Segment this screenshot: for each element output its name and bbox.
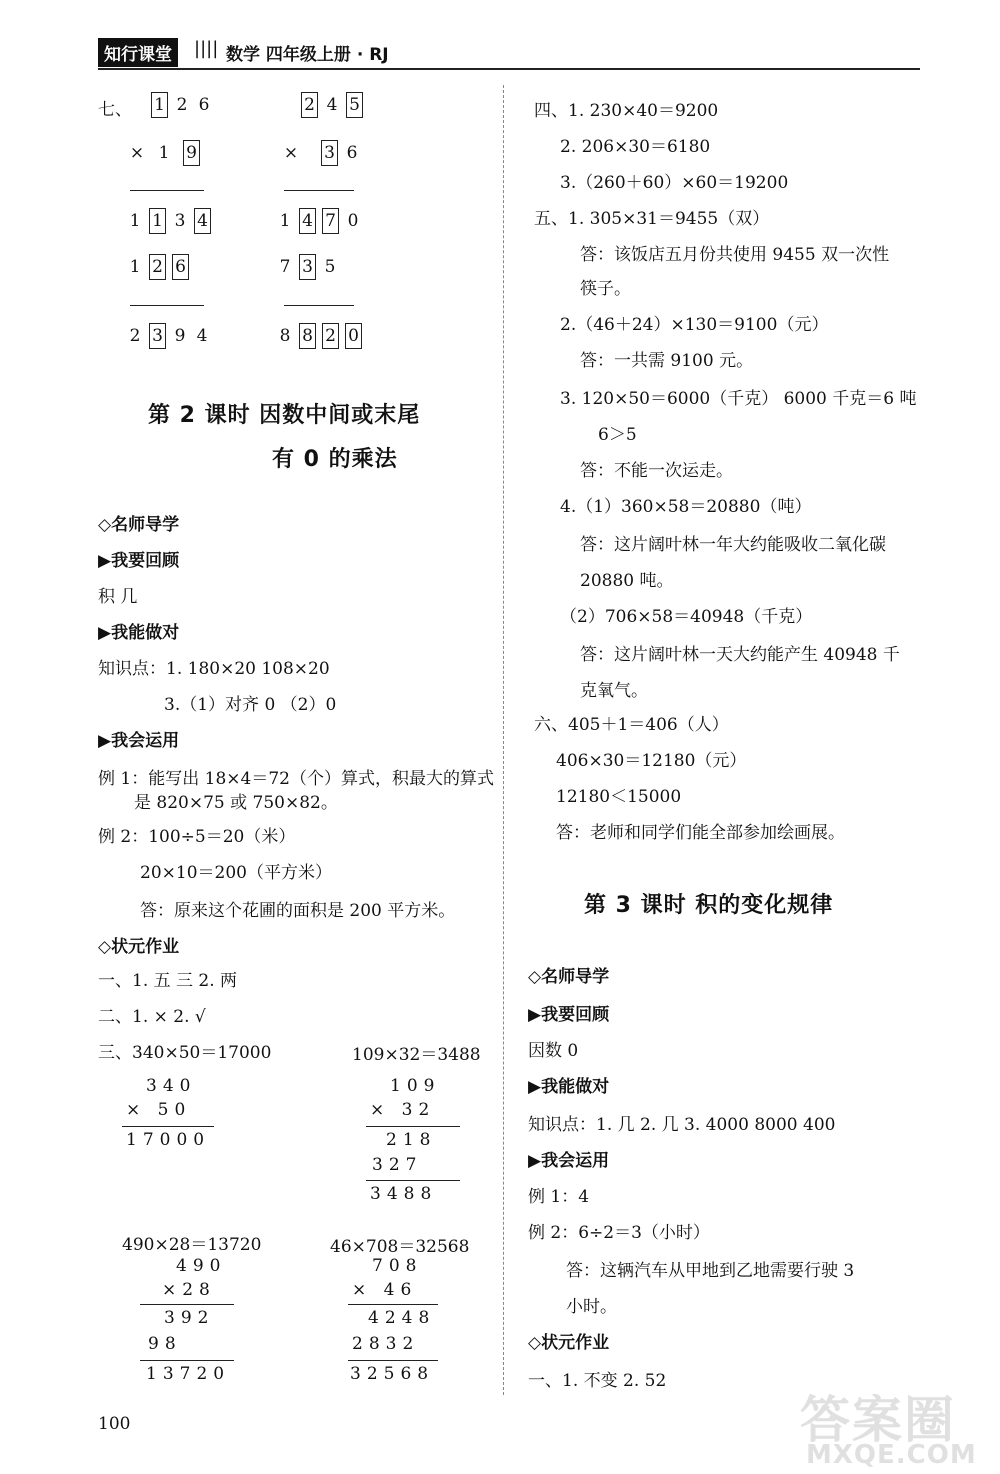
q7a-rule2 bbox=[130, 305, 204, 306]
digit: 8 bbox=[299, 323, 316, 349]
digit: 0 bbox=[345, 323, 362, 349]
calc2-row2: × 32 bbox=[370, 1100, 436, 1120]
example2-line1: 例 2：100÷5＝20（米） bbox=[98, 827, 296, 847]
digit: 2 bbox=[149, 254, 166, 280]
digit: 1 bbox=[151, 92, 168, 118]
digit: 3 bbox=[299, 254, 316, 280]
homework-3-left: 三、340×50＝17000 bbox=[98, 1043, 272, 1063]
r-review-answer: 因数 0 bbox=[528, 1041, 579, 1061]
header-title: 数学 四年级上册 · RJ bbox=[226, 45, 389, 65]
header-bars: |||| bbox=[194, 38, 219, 59]
digit: × bbox=[283, 143, 299, 163]
calc2-rule2 bbox=[366, 1180, 460, 1181]
q7a-row1 bbox=[148, 92, 215, 118]
homework-heading: ◇状元作业 bbox=[98, 937, 180, 957]
r-line-3: 3.（260＋60）×60＝19200 bbox=[560, 173, 789, 193]
guide-heading: ◇名师导学 bbox=[98, 515, 180, 535]
digit: 3 bbox=[321, 140, 338, 166]
q7b-row1 bbox=[298, 92, 366, 118]
r-example1: 例 1：4 bbox=[528, 1187, 590, 1207]
digit: 6 bbox=[198, 95, 210, 115]
q7a-rule1 bbox=[130, 190, 204, 191]
digit: 2 bbox=[322, 323, 339, 349]
r-line-11: 答：不能一次运走。 bbox=[580, 461, 733, 481]
r-line-17: 克氧气。 bbox=[580, 681, 648, 701]
q7a-row2 bbox=[126, 140, 203, 166]
r-correct-subheading: ▶我能做对 bbox=[528, 1077, 610, 1097]
calc4-rule2 bbox=[348, 1360, 438, 1361]
r-example2-answer1: 答：这辆汽车从甲地到乙地需要行驶 3 bbox=[566, 1261, 855, 1281]
r-apply-subheading: ▶我会运用 bbox=[528, 1151, 610, 1171]
r-guide-heading: ◇名师导学 bbox=[528, 967, 610, 987]
example1-line1: 例 1：能写出 18×4＝72（个）算式，积最大的算式 bbox=[98, 769, 494, 789]
calc1-row2: × 50 bbox=[126, 1100, 192, 1120]
r-line-8: 答：一共需 9100 元。 bbox=[580, 351, 754, 371]
r-example2: 例 2：6÷2＝3（小时） bbox=[528, 1223, 710, 1243]
calc3-row3: 392 bbox=[164, 1308, 215, 1328]
digit: 4 bbox=[194, 208, 211, 234]
digit: 2 bbox=[176, 95, 188, 115]
digit: 5 bbox=[324, 257, 336, 277]
r-line-6: 筷子。 bbox=[580, 279, 631, 299]
watermark-logo: 答案圈 bbox=[800, 1391, 956, 1449]
calc1-rule bbox=[122, 1126, 214, 1127]
r-line-20: 12180＜15000 bbox=[556, 787, 682, 807]
digit: 4 bbox=[299, 208, 316, 234]
review-subheading: ▶我要回顾 bbox=[98, 551, 180, 571]
r-line-5: 答：该饭店五月份共使用 9455 双一次性 bbox=[580, 245, 890, 265]
digit: 3 bbox=[149, 323, 166, 349]
digit: 1 bbox=[129, 257, 141, 277]
lesson2-title-line1: 第 2 课时 因数中间或末尾 bbox=[148, 403, 421, 428]
r-line-1: 四、1. 230×40＝9200 bbox=[534, 101, 719, 121]
calc3-row4: 98 bbox=[148, 1334, 182, 1354]
r-line-4: 五、1. 305×31＝9455（双） bbox=[534, 209, 770, 229]
q7-label: 七、 bbox=[98, 100, 132, 120]
homework-2: 二、1. × 2. √ bbox=[98, 1007, 206, 1027]
digit: 8 bbox=[279, 326, 291, 346]
calc2-rule1 bbox=[366, 1126, 460, 1127]
page-number: 100 bbox=[98, 1414, 131, 1434]
q7a-row3 bbox=[124, 208, 214, 234]
calc4-rule1 bbox=[348, 1304, 438, 1305]
q7b-row3 bbox=[274, 208, 364, 234]
q7a-row5 bbox=[124, 323, 213, 349]
digit: 1 bbox=[149, 208, 166, 234]
digit: 6 bbox=[172, 254, 189, 280]
digit: 9 bbox=[183, 140, 200, 166]
digit: 1 bbox=[129, 211, 141, 231]
r-line-16: 答：这片阔叶林一天大约能产生 40948 千 bbox=[580, 645, 900, 665]
digit: 5 bbox=[346, 92, 363, 118]
digit: 4 bbox=[196, 326, 208, 346]
review-answer: 积 几 bbox=[98, 587, 138, 607]
q7b-rule2 bbox=[284, 305, 354, 306]
q7a-row4 bbox=[124, 254, 192, 280]
example2-line2: 20×10＝200（平方米） bbox=[140, 863, 332, 883]
r-line-14: 20880 吨。 bbox=[580, 571, 674, 591]
r-line-9: 3. 120×50＝6000（千克） 6000 千克＝6 吨 bbox=[560, 389, 917, 409]
digit: 7 bbox=[279, 257, 291, 277]
lesson2-title-line2: 有 0 的乘法 bbox=[272, 447, 398, 472]
calc3-rule2 bbox=[140, 1360, 234, 1361]
digit: 0 bbox=[347, 211, 359, 231]
homework-1: 一、1. 五 三 2. 两 bbox=[98, 971, 238, 991]
lesson3-title: 第 3 课时 积的变化规律 bbox=[584, 893, 834, 918]
correct-subheading: ▶我能做对 bbox=[98, 623, 180, 643]
r-line-7: 2.（46＋24）×130＝9100（元） bbox=[560, 315, 829, 335]
digit: 6 bbox=[346, 143, 358, 163]
q7b-row4 bbox=[274, 254, 341, 280]
digit: 2 bbox=[129, 326, 141, 346]
calc4-row3: 4248 bbox=[368, 1308, 436, 1328]
digit: 1 bbox=[279, 211, 291, 231]
calc4-row4: 2832 bbox=[352, 1334, 420, 1354]
digit: 2 bbox=[301, 92, 318, 118]
calc3-row5: 13720 bbox=[146, 1364, 231, 1384]
digit: × bbox=[129, 143, 145, 163]
column-divider bbox=[503, 85, 504, 1395]
homework-3-right2: 46×708＝32568 bbox=[330, 1237, 470, 1257]
calc2-row3: 218 bbox=[386, 1130, 437, 1150]
example1-line2: 是 820×75 或 750×82。 bbox=[134, 793, 338, 813]
knowledge-1: 知识点：1. 180×20 108×20 bbox=[98, 659, 330, 679]
q7b-row5 bbox=[274, 323, 365, 349]
calc3-row1: 490 bbox=[176, 1256, 227, 1276]
digit: 4 bbox=[326, 95, 338, 115]
r-line-13: 答：这片阔叶林一年大约能吸收二氧化碳 bbox=[580, 535, 886, 555]
homework-3-left2: 490×28＝13720 bbox=[122, 1235, 262, 1255]
r-line-2: 2. 206×30＝6180 bbox=[560, 137, 711, 157]
calc1-row3: 17000 bbox=[126, 1130, 211, 1150]
digit: 3 bbox=[174, 211, 186, 231]
calc4-row5: 32568 bbox=[350, 1364, 435, 1384]
r-homework-heading: ◇状元作业 bbox=[528, 1333, 610, 1353]
digit: 1 bbox=[158, 143, 170, 163]
r-line-10: 6＞5 bbox=[598, 425, 637, 445]
calc4-row2: × 46 bbox=[352, 1280, 418, 1300]
calc1-row1: 340 bbox=[146, 1076, 197, 1096]
watermark-url: MXQE.COM bbox=[806, 1440, 977, 1470]
r-review-subheading: ▶我要回顾 bbox=[528, 1005, 610, 1025]
knowledge-3: 3.（1）对齐 0 （2）0 bbox=[164, 695, 337, 715]
r-line-18: 六、405＋1＝406（人） bbox=[534, 715, 729, 735]
header-logo: 知行课堂 bbox=[98, 38, 178, 67]
calc3-row2: ×28 bbox=[162, 1280, 216, 1300]
calc4-row1: 708 bbox=[372, 1256, 423, 1276]
q7b-rule1 bbox=[284, 190, 354, 191]
calc2-row4: 327 bbox=[372, 1155, 423, 1175]
example2-answer: 答：原来这个花圃的面积是 200 平方米。 bbox=[140, 901, 456, 921]
q7b-row2 bbox=[280, 140, 363, 166]
r-line-15: （2）706×58＝40948（千克） bbox=[560, 607, 813, 627]
calc2-row5: 3488 bbox=[370, 1184, 438, 1204]
r-line-21: 答：老师和同学们能全部参加绘画展。 bbox=[556, 823, 845, 843]
header-rule bbox=[98, 68, 920, 70]
digit: 9 bbox=[174, 326, 186, 346]
calc2-row1: 109 bbox=[390, 1076, 441, 1096]
r-knowledge: 知识点：1. 几 2. 几 3. 4000 8000 400 bbox=[528, 1115, 836, 1135]
apply-subheading: ▶我会运用 bbox=[98, 731, 180, 751]
r-line-19: 406×30＝12180（元） bbox=[556, 751, 747, 771]
r-example2-answer2: 小时。 bbox=[566, 1297, 617, 1317]
calc3-rule1 bbox=[140, 1304, 234, 1305]
r-line-12: 4.（1）360×58＝20880（吨） bbox=[560, 497, 812, 517]
digit: 7 bbox=[322, 208, 339, 234]
homework-3-right: 109×32＝3488 bbox=[352, 1045, 481, 1065]
r-homework-1: 一、1. 不变 2. 52 bbox=[528, 1371, 667, 1391]
